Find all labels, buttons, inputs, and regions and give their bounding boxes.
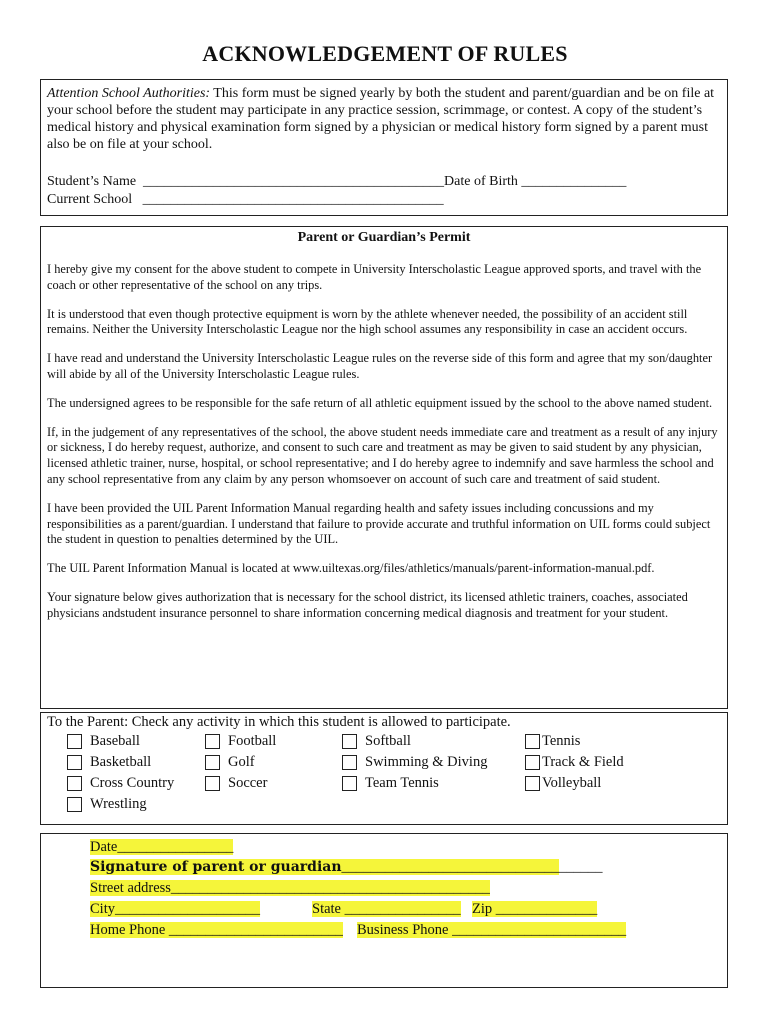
checkbox[interactable] xyxy=(342,755,357,770)
activity-basketball[interactable]: Basketball xyxy=(67,754,151,771)
permit-paragraph: It is understood that even though protective equipment is worn by the athlete whenever needed, the possibility of an accident still remains. Neither the University Interscholastic League nor the high school assumes any responsibility in case an accident occurs. xyxy=(47,306,688,337)
checkbox[interactable] xyxy=(525,755,540,770)
checkbox[interactable] xyxy=(525,776,540,791)
current-school-field[interactable]: Current School ___________________________________________ xyxy=(47,192,444,207)
checkbox[interactable] xyxy=(342,734,357,749)
activities-header: To the Parent: Check any activity in which this student is allowed to participate. xyxy=(47,714,511,730)
checkbox[interactable] xyxy=(67,734,82,749)
signature-label: Signature of parent or guardian xyxy=(90,859,342,875)
checkbox[interactable] xyxy=(205,755,220,770)
permit-box xyxy=(40,226,728,709)
intro-lead: Attention School Authorities: xyxy=(47,86,211,101)
checkbox[interactable] xyxy=(205,734,220,749)
checkbox[interactable] xyxy=(67,797,82,812)
zip-field[interactable]: Zip ______________ xyxy=(472,901,598,917)
checkbox[interactable] xyxy=(67,755,82,770)
permit-paragraph: I have been provided the UIL Parent Information Manual regarding health and safety issues including concussions and my responsibilities as a parent/guardian. I understand that failure to provide accurate and truthful information on UIL forms could subject the student in question to penalties determined by the UIL. xyxy=(47,500,711,547)
activities-checklist xyxy=(47,731,721,821)
intro-box xyxy=(40,79,728,216)
business-phone-field[interactable]: Business Phone ________________________ xyxy=(357,922,627,938)
intro-paragraph xyxy=(47,85,721,153)
permit-paragraph: I hereby give my consent for the above student to compete in University Interscholastic League approved sports, and travel with the coach or other representative of the school on any trips. xyxy=(47,262,702,292)
activity-volleyball[interactable]: Volleyball xyxy=(525,775,601,792)
activity-track-field[interactable]: Track & Field xyxy=(525,754,624,771)
permit-paragraph: If, in the judgement of any representatives of the school, the above student needs immediate care and treatment as a result of any injury or sickness, I do hereby request, authorize, and consent to such care and treatment as may be given to said student by any physician, licensed athletic trainer, nurse, hospital, or school representative; and I do hereby agree to indemnify and save harmless the school and any school representative from any claim by any person whomsoever on account of such care and treatment of said student. xyxy=(47,424,718,486)
street-address-field[interactable]: Street address____________________________________________ xyxy=(90,880,490,896)
state-field[interactable]: State ________________ xyxy=(312,901,461,917)
activity-swimming-diving[interactable]: Swimming & Diving xyxy=(342,754,487,771)
checkbox[interactable] xyxy=(67,776,82,791)
date-field[interactable]: Date________________ xyxy=(90,839,234,855)
signature-field[interactable]: Signature of parent or guardian____________________________________ xyxy=(90,859,603,875)
activity-team-tennis[interactable]: Team Tennis xyxy=(342,775,439,792)
permit-paragraph: Your signature below gives authorization that is necessary for the school district, its licensed athletic trainers, coaches, associated physicians andstudent insurance personnel to share information concerning medical diagnosis and treatment for your student. xyxy=(47,589,688,620)
checkbox[interactable] xyxy=(205,776,220,791)
activity-soccer[interactable]: Soccer xyxy=(205,775,267,792)
activity-wrestling[interactable]: Wrestling xyxy=(67,796,147,813)
activities-box xyxy=(40,712,728,825)
city-field[interactable]: City____________________ xyxy=(90,901,260,917)
permit-paragraph: I have read and understand the University Interscholastic League rules on the reverse side of this form and agree that my son/daughter will abide by all of the University Interscholastic League rules. xyxy=(47,351,713,381)
checkbox[interactable] xyxy=(342,776,357,791)
permit-paragraph: The UIL Parent Information Manual is located at www.uiltexas.org/files/athletics/manuals/parent-information-manual.pdf. xyxy=(47,561,655,576)
activity-baseball[interactable]: Baseball xyxy=(67,733,140,750)
activity-football[interactable]: Football xyxy=(205,733,276,750)
activity-tennis[interactable]: Tennis xyxy=(525,733,580,750)
permit-paragraph: The undersigned agrees to be responsible for the safe return of all athletic equipment issued by the school to the above named student. xyxy=(47,395,713,410)
activity-golf[interactable]: Golf xyxy=(205,754,255,771)
student-name-field[interactable]: Student’s Name ___________________________________________Date of Birth _______________ xyxy=(47,174,627,189)
permit-title: Parent or Guardian’s Permit xyxy=(297,230,471,245)
intro-text: This form must be signed yearly by both the student and parent/guardian and be on file at your school before the student may participate in any practice session, scrimmage, or contest. A copy of the student’s medical history and physical examination form signed by a physician or medical history form signed by a parent must also be on file at your school. xyxy=(47,86,715,152)
signature-box xyxy=(40,833,728,988)
form-title: ACKNOWLEDGEMENT OF RULES xyxy=(202,41,568,66)
activity-cross-country[interactable]: Cross Country xyxy=(67,775,174,792)
home-phone-field[interactable]: Home Phone ________________________ xyxy=(90,922,343,938)
checkbox[interactable] xyxy=(525,734,540,749)
activity-softball[interactable]: Softball xyxy=(342,733,411,750)
